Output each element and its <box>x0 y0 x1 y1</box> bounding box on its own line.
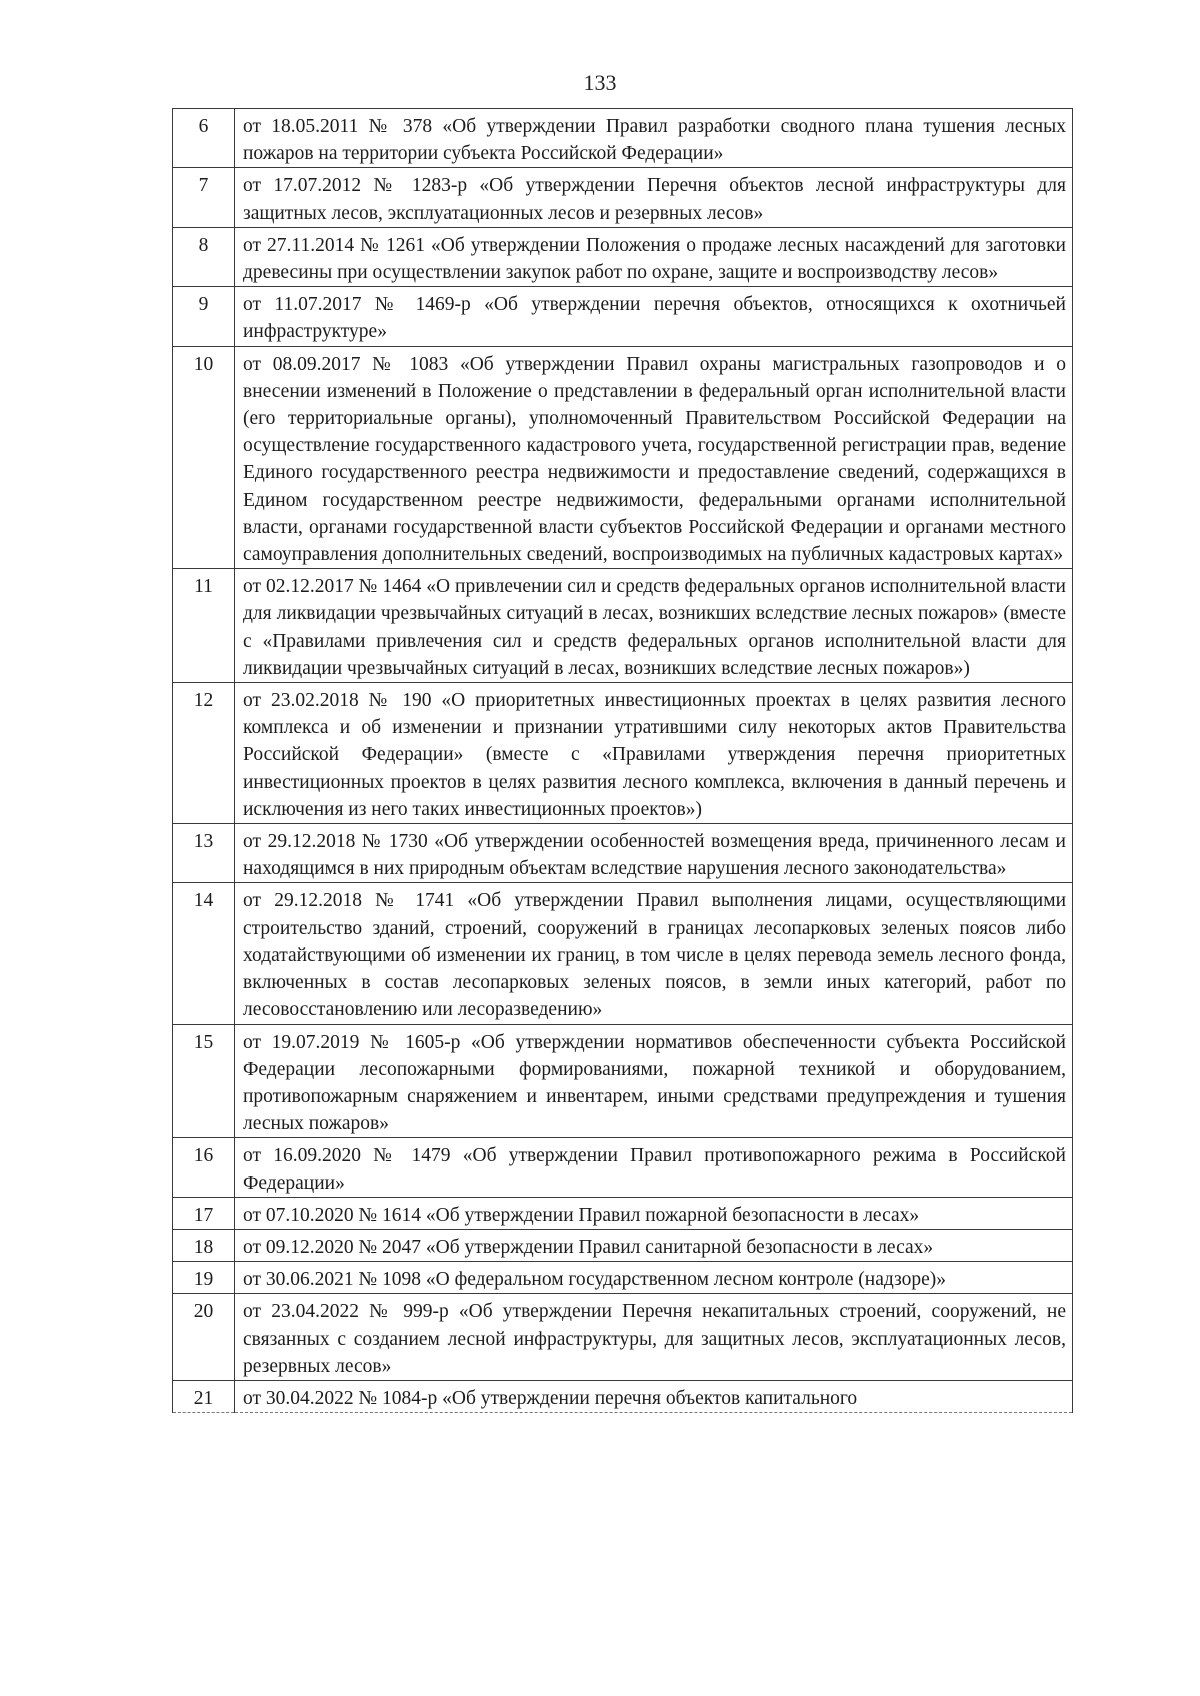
row-number: 17 <box>173 1197 235 1229</box>
page-number: 133 <box>583 70 617 95</box>
row-number: 20 <box>173 1294 235 1381</box>
row-number: 19 <box>173 1262 235 1294</box>
table-row <box>173 569 1073 683</box>
legal-acts-table-body <box>173 109 1073 1413</box>
act-description: от 08.09.2017 № 1083 «Об утверждении Правил охраны магистральных газопроводов и о внесении изменений в Положение о представлении в федеральный орган исполнительной власти (его территориальные органы), уполномоченный Правительством Российской Федерации на осуществление государственного кадастрового учета, государственной регистрации прав, ведение Единого государственного реестра недвижимости и предоставление сведений, содержащихся в Едином государственном реестре недвижимости, федеральными органами исполнительной власти, органами государственной власти субъектов Российской Федерации и органами местного самоуправления дополнительных сведений, воспроизводимых на публичных кадастровых картах» <box>235 346 1073 569</box>
table-row <box>173 227 1073 286</box>
row-number: 8 <box>173 227 235 286</box>
row-number: 18 <box>173 1229 235 1261</box>
table-row <box>173 1229 1073 1261</box>
act-description: от 23.04.2022 № 999-р «Об утверждении Перечня некапитальных строений, сооружений, не связанных с созданием лесной инфраструктуры, для защитных лесов, эксплуатационных лесов, резервных лесов» <box>235 1294 1073 1381</box>
row-number: 13 <box>173 824 235 883</box>
table-row <box>173 1024 1073 1138</box>
row-number: 7 <box>173 168 235 227</box>
table-row <box>173 824 1073 883</box>
row-number: 11 <box>173 569 235 683</box>
row-number: 6 <box>173 109 235 168</box>
table-row <box>173 883 1073 1024</box>
table-row <box>173 1262 1073 1294</box>
table-row <box>173 683 1073 824</box>
act-description: от 29.12.2018 № 1741 «Об утверждении Правил выполнения лицами, осуществляющими строительство зданий, строений, сооружений в границах лесопарковых зеленых поясов либо ходатайствующими об изменении их границ, в том числе в целях перевода земель лесного фонда, включенных в состав лесопарковых зеленых поясов, в земли иных категорий, работ по лесовосстановлению или лесоразведению» <box>235 883 1073 1024</box>
act-description: от 18.05.2011 № 378 «Об утверждении Правил разработки сводного плана тушения лесных пожаров на территории субъекта Российской Федерации» <box>235 109 1073 168</box>
row-number: 15 <box>173 1024 235 1138</box>
row-number: 12 <box>173 683 235 824</box>
row-number: 10 <box>173 346 235 569</box>
table-row <box>173 1138 1073 1197</box>
table-row <box>173 346 1073 569</box>
act-description: от 09.12.2020 № 2047 «Об утверждении Правил санитарной безопасности в лесах» <box>235 1229 1073 1261</box>
row-number: 14 <box>173 883 235 1024</box>
act-description: от 30.04.2022 № 1084-р «Об утверждении перечня объектов капитального <box>235 1380 1073 1412</box>
row-number: 16 <box>173 1138 235 1197</box>
table-row <box>173 109 1073 168</box>
row-number: 9 <box>173 287 235 346</box>
act-description: от 27.11.2014 № 1261 «Об утверждении Положения о продаже лесных насаждений для заготовки древесины при осуществлении закупок работ по охране, защите и воспроизводству лесов» <box>235 227 1073 286</box>
act-description: от 23.02.2018 № 190 «О приоритетных инвестиционных проектах в целях развития лесного комплекса и об изменении и признании утратившими силу некоторых актов Правительства Российской Федерации» (вместе с «Правилами утверждения перечня приоритетных инвестиционных проектов в целях развития лесного комплекса, включения в данный перечень и исключения из него таких инвестиционных проектов») <box>235 683 1073 824</box>
act-description: от 11.07.2017 № 1469-р «Об утверждении перечня объектов, относящихся к охотничьей инфраструктуре» <box>235 287 1073 346</box>
act-description: от 07.10.2020 № 1614 «Об утверждении Правил пожарной безопасности в лесах» <box>235 1197 1073 1229</box>
table-row <box>173 168 1073 227</box>
row-number: 21 <box>173 1380 235 1412</box>
table-row <box>173 1294 1073 1381</box>
act-description: от 29.12.2018 № 1730 «Об утверждении особенностей возмещения вреда, причиненного лесам и находящимся в них природным объектам вследствие нарушения лесного законодательства» <box>235 824 1073 883</box>
legal-acts-table <box>172 108 1073 1413</box>
act-description: от 02.12.2017 № 1464 «О привлечении сил и средств федеральных органов исполнительной власти для ликвидации чрезвычайных ситуаций в лесах, возникших вследствие лесных пожаров» (вместе с «Правилами привлечения сил и средств федеральных органов исполнительной власти для ликвидации чрезвычайных ситуаций в лесах, возникших вследствие лесных пожаров») <box>235 569 1073 683</box>
act-description: от 30.06.2021 № 1098 «О федеральном государственном лесном контроле (надзоре)» <box>235 1262 1073 1294</box>
table-row <box>173 1197 1073 1229</box>
act-description: от 16.09.2020 № 1479 «Об утверждении Правил противопожарного режима в Российской Федерации» <box>235 1138 1073 1197</box>
table-row <box>173 287 1073 346</box>
act-description: от 19.07.2019 № 1605-р «Об утверждении нормативов обеспеченности субъекта Российской Федерации лесопожарными формированиями, пожарной техникой и оборудованием, противопожарным снаряжением и инвентарем, иными средствами предупреждения и тушения лесных пожаров» <box>235 1024 1073 1138</box>
table-row <box>173 1380 1073 1412</box>
act-description: от 17.07.2012 № 1283-р «Об утверждении Перечня объектов лесной инфраструктуры для защитных лесов, эксплуатационных лесов и резервных лесов» <box>235 168 1073 227</box>
